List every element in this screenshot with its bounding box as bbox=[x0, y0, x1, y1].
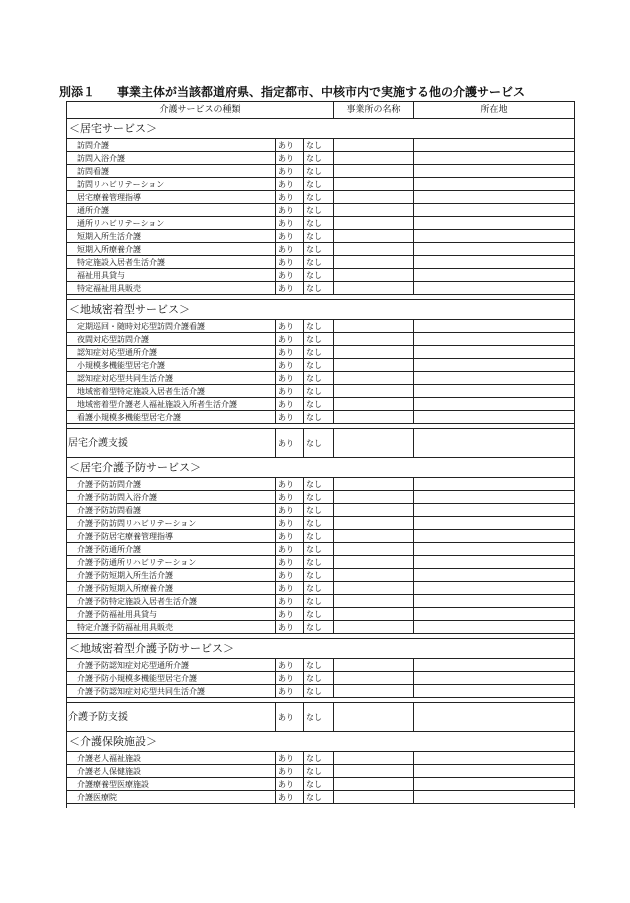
service-row bbox=[67, 320, 575, 333]
service-name: 介護老人福祉施設 bbox=[67, 752, 276, 765]
option-ari: あり bbox=[276, 765, 304, 778]
service-row bbox=[67, 204, 575, 217]
office-name-cell bbox=[334, 672, 414, 685]
option-ari: あり bbox=[276, 346, 304, 359]
section-heading-row bbox=[67, 300, 575, 320]
option-ari: あり bbox=[276, 217, 304, 230]
location-cell bbox=[414, 152, 575, 165]
office-name-cell bbox=[334, 204, 414, 217]
service-row bbox=[67, 243, 575, 256]
option-ari: あり bbox=[276, 672, 304, 685]
location-cell bbox=[414, 346, 575, 359]
service-row bbox=[67, 398, 575, 411]
office-name-cell bbox=[334, 504, 414, 517]
office-name-cell bbox=[334, 269, 414, 282]
service-name: 介護療養型医療施設 bbox=[67, 778, 276, 791]
page-title bbox=[59, 84, 579, 100]
option-nashi: なし bbox=[304, 320, 334, 333]
option-nashi: なし bbox=[304, 217, 334, 230]
option-ari: あり bbox=[276, 411, 304, 424]
option-ari: あり bbox=[276, 621, 304, 634]
service-name: 介護予防訪問看護 bbox=[67, 504, 276, 517]
service-row bbox=[67, 333, 575, 346]
service-row bbox=[67, 230, 575, 243]
service-row bbox=[67, 217, 575, 230]
service-row bbox=[67, 165, 575, 178]
service-row bbox=[67, 765, 575, 778]
option-ari: あり bbox=[276, 478, 304, 491]
service-row bbox=[67, 569, 575, 582]
option-ari: あり bbox=[276, 517, 304, 530]
option-ari: あり bbox=[276, 429, 304, 458]
service-row bbox=[67, 672, 575, 685]
service-name: 訪問入浴介護 bbox=[67, 152, 276, 165]
office-name-cell bbox=[334, 703, 414, 732]
section-heading-row bbox=[67, 119, 575, 139]
option-nashi: なし bbox=[304, 491, 334, 504]
option-ari: あり bbox=[276, 556, 304, 569]
service-row-standalone bbox=[67, 703, 575, 732]
office-name-cell bbox=[334, 178, 414, 191]
office-name-cell bbox=[334, 243, 414, 256]
office-name-cell bbox=[334, 569, 414, 582]
service-name: 居宅介護支援 bbox=[67, 429, 276, 458]
option-ari: あり bbox=[276, 230, 304, 243]
section-heading-row bbox=[67, 458, 575, 478]
service-name: 看護小規模多機能型居宅介護 bbox=[67, 411, 276, 424]
title-text: 事業主体が当該都道府県、指定都市、中核市内で実施する他の介護サービス bbox=[117, 85, 526, 99]
location-cell bbox=[414, 333, 575, 346]
location-cell bbox=[414, 230, 575, 243]
location-cell bbox=[414, 778, 575, 791]
service-row bbox=[67, 582, 575, 595]
section-heading: ＜地域密着型サービス＞ bbox=[67, 300, 575, 320]
option-ari: あり bbox=[276, 333, 304, 346]
location-cell bbox=[414, 765, 575, 778]
service-row bbox=[67, 778, 575, 791]
option-nashi: なし bbox=[304, 672, 334, 685]
office-name-cell bbox=[334, 659, 414, 672]
office-name-cell bbox=[334, 595, 414, 608]
location-cell bbox=[414, 752, 575, 765]
option-nashi: なし bbox=[304, 152, 334, 165]
service-row bbox=[67, 178, 575, 191]
option-ari: あり bbox=[276, 282, 304, 295]
option-nashi: なし bbox=[304, 230, 334, 243]
location-cell bbox=[414, 320, 575, 333]
office-name-cell bbox=[334, 230, 414, 243]
service-name: 介護予防認知症対応型共同生活介護 bbox=[67, 685, 276, 698]
service-name: 通所リハビリテーション bbox=[67, 217, 276, 230]
office-name-cell bbox=[334, 165, 414, 178]
option-ari: あり bbox=[276, 703, 304, 732]
service-name: 地域密着型介護老人福祉施設入所者生活介護 bbox=[67, 398, 276, 411]
service-name: 介護予防短期入所生活介護 bbox=[67, 569, 276, 582]
option-nashi: なし bbox=[304, 530, 334, 543]
option-ari: あり bbox=[276, 269, 304, 282]
service-row bbox=[67, 372, 575, 385]
option-ari: あり bbox=[276, 530, 304, 543]
office-name-cell bbox=[334, 429, 414, 458]
location-cell bbox=[414, 595, 575, 608]
option-ari: あり bbox=[276, 372, 304, 385]
option-nashi: なし bbox=[304, 543, 334, 556]
option-ari: あり bbox=[276, 791, 304, 804]
location-cell bbox=[414, 491, 575, 504]
office-name-cell bbox=[334, 139, 414, 152]
option-nashi: なし bbox=[304, 333, 334, 346]
service-row bbox=[67, 191, 575, 204]
option-nashi: なし bbox=[304, 191, 334, 204]
service-row bbox=[67, 385, 575, 398]
option-ari: あり bbox=[276, 243, 304, 256]
option-nashi: なし bbox=[304, 608, 334, 621]
location-cell bbox=[414, 569, 575, 582]
office-name-cell bbox=[334, 491, 414, 504]
option-nashi: なし bbox=[304, 359, 334, 372]
option-ari: あり bbox=[276, 204, 304, 217]
service-name: 特定介護予防福祉用具販売 bbox=[67, 621, 276, 634]
service-name: 介護予防通所介護 bbox=[67, 543, 276, 556]
location-cell bbox=[414, 791, 575, 804]
service-row bbox=[67, 752, 575, 765]
service-name: 福祉用具貸与 bbox=[67, 269, 276, 282]
service-name: 訪問看護 bbox=[67, 165, 276, 178]
location-cell bbox=[414, 385, 575, 398]
option-ari: あり bbox=[276, 685, 304, 698]
office-name-cell bbox=[334, 372, 414, 385]
location-cell bbox=[414, 372, 575, 385]
office-name-cell bbox=[334, 543, 414, 556]
service-row bbox=[67, 411, 575, 424]
service-row bbox=[67, 256, 575, 269]
option-ari: あり bbox=[276, 569, 304, 582]
service-row bbox=[67, 504, 575, 517]
office-name-cell bbox=[334, 398, 414, 411]
service-name: 介護老人保健施設 bbox=[67, 765, 276, 778]
services-table bbox=[66, 101, 575, 808]
service-name: 介護予防訪問入浴介護 bbox=[67, 491, 276, 504]
option-ari: あり bbox=[276, 595, 304, 608]
location-cell bbox=[414, 165, 575, 178]
section-heading: ＜地域密着型介護予防サービス＞ bbox=[67, 639, 575, 659]
location-cell bbox=[414, 621, 575, 634]
option-ari: あり bbox=[276, 178, 304, 191]
service-row bbox=[67, 282, 575, 295]
location-cell bbox=[414, 659, 575, 672]
location-cell bbox=[414, 530, 575, 543]
location-cell bbox=[414, 217, 575, 230]
service-name: 認知症対応型共同生活介護 bbox=[67, 372, 276, 385]
location-cell bbox=[414, 269, 575, 282]
option-ari: あり bbox=[276, 608, 304, 621]
option-ari: あり bbox=[276, 139, 304, 152]
option-nashi: なし bbox=[304, 752, 334, 765]
location-cell bbox=[414, 429, 575, 458]
service-name: 訪問介護 bbox=[67, 139, 276, 152]
service-name: 小規模多機能型居宅介護 bbox=[67, 359, 276, 372]
office-name-cell bbox=[334, 791, 414, 804]
location-cell bbox=[414, 243, 575, 256]
service-row bbox=[67, 659, 575, 672]
table-header-row bbox=[67, 102, 575, 119]
option-ari: あり bbox=[276, 752, 304, 765]
option-nashi: なし bbox=[304, 256, 334, 269]
option-ari: あり bbox=[276, 491, 304, 504]
spacer-cell bbox=[67, 804, 575, 809]
location-cell bbox=[414, 178, 575, 191]
option-nashi: なし bbox=[304, 569, 334, 582]
header-office-name: 事業所の名称 bbox=[334, 102, 414, 119]
office-name-cell bbox=[334, 752, 414, 765]
option-ari: あり bbox=[276, 256, 304, 269]
option-ari: あり bbox=[276, 778, 304, 791]
location-cell bbox=[414, 504, 575, 517]
location-cell bbox=[414, 582, 575, 595]
location-cell bbox=[414, 191, 575, 204]
option-nashi: なし bbox=[304, 517, 334, 530]
office-name-cell bbox=[334, 152, 414, 165]
service-row bbox=[67, 556, 575, 569]
office-name-cell bbox=[334, 191, 414, 204]
option-ari: あり bbox=[276, 543, 304, 556]
option-nashi: なし bbox=[304, 346, 334, 359]
option-nashi: なし bbox=[304, 595, 334, 608]
option-nashi: なし bbox=[304, 139, 334, 152]
service-row bbox=[67, 517, 575, 530]
office-name-cell bbox=[334, 411, 414, 424]
service-name: 介護予防認知症対応型通所介護 bbox=[67, 659, 276, 672]
location-cell bbox=[414, 672, 575, 685]
option-nashi: なし bbox=[304, 582, 334, 595]
office-name-cell bbox=[334, 385, 414, 398]
option-ari: あり bbox=[276, 359, 304, 372]
option-ari: あり bbox=[276, 582, 304, 595]
office-name-cell bbox=[334, 320, 414, 333]
option-ari: あり bbox=[276, 152, 304, 165]
service-name: 特定施設入居者生活介護 bbox=[67, 256, 276, 269]
option-ari: あり bbox=[276, 385, 304, 398]
office-name-cell bbox=[334, 333, 414, 346]
option-nashi: なし bbox=[304, 372, 334, 385]
option-ari: あり bbox=[276, 504, 304, 517]
location-cell bbox=[414, 703, 575, 732]
option-nashi: なし bbox=[304, 165, 334, 178]
attachment-label: 別添１ bbox=[59, 85, 96, 99]
office-name-cell bbox=[334, 685, 414, 698]
location-cell bbox=[414, 478, 575, 491]
office-name-cell bbox=[334, 217, 414, 230]
service-name: 特定福祉用具販売 bbox=[67, 282, 276, 295]
option-nashi: なし bbox=[304, 398, 334, 411]
service-name: 短期入所生活介護 bbox=[67, 230, 276, 243]
service-name: 居宅療養管理指導 bbox=[67, 191, 276, 204]
service-name: 介護予防特定施設入居者生活介護 bbox=[67, 595, 276, 608]
location-cell bbox=[414, 556, 575, 569]
option-nashi: なし bbox=[304, 204, 334, 217]
service-name: 介護予防小規模多機能型居宅介護 bbox=[67, 672, 276, 685]
option-nashi: なし bbox=[304, 703, 334, 732]
option-ari: あり bbox=[276, 398, 304, 411]
office-name-cell bbox=[334, 282, 414, 295]
service-row bbox=[67, 478, 575, 491]
option-nashi: なし bbox=[304, 659, 334, 672]
location-cell bbox=[414, 517, 575, 530]
section-spacer bbox=[67, 804, 575, 809]
service-row bbox=[67, 621, 575, 634]
service-row bbox=[67, 152, 575, 165]
office-name-cell bbox=[334, 778, 414, 791]
service-row bbox=[67, 359, 575, 372]
option-nashi: なし bbox=[304, 621, 334, 634]
option-nashi: なし bbox=[304, 765, 334, 778]
service-name: 訪問リハビリテーション bbox=[67, 178, 276, 191]
service-row bbox=[67, 269, 575, 282]
service-name: 介護予防支援 bbox=[67, 703, 276, 732]
section-heading-row bbox=[67, 732, 575, 752]
office-name-cell bbox=[334, 359, 414, 372]
option-nashi: なし bbox=[304, 385, 334, 398]
section-heading: ＜居宅サービス＞ bbox=[67, 119, 575, 139]
location-cell bbox=[414, 411, 575, 424]
service-row bbox=[67, 491, 575, 504]
service-row-standalone bbox=[67, 429, 575, 458]
service-name: 介護予防通所リハビリテーション bbox=[67, 556, 276, 569]
location-cell bbox=[414, 139, 575, 152]
service-row bbox=[67, 608, 575, 621]
service-row bbox=[67, 543, 575, 556]
option-nashi: なし bbox=[304, 178, 334, 191]
option-nashi: なし bbox=[304, 685, 334, 698]
service-name: 通所介護 bbox=[67, 204, 276, 217]
header-location: 所在地 bbox=[414, 102, 575, 119]
location-cell bbox=[414, 256, 575, 269]
section-heading-row bbox=[67, 639, 575, 659]
option-nashi: なし bbox=[304, 791, 334, 804]
office-name-cell bbox=[334, 256, 414, 269]
option-nashi: なし bbox=[304, 778, 334, 791]
option-ari: あり bbox=[276, 191, 304, 204]
office-name-cell bbox=[334, 608, 414, 621]
office-name-cell bbox=[334, 517, 414, 530]
service-name: 夜間対応型訪問介護 bbox=[67, 333, 276, 346]
service-name: 地域密着型特定施設入居者生活介護 bbox=[67, 385, 276, 398]
office-name-cell bbox=[334, 478, 414, 491]
location-cell bbox=[414, 204, 575, 217]
office-name-cell bbox=[334, 346, 414, 359]
service-name: 介護予防福祉用具貸与 bbox=[67, 608, 276, 621]
option-nashi: なし bbox=[304, 504, 334, 517]
table-body bbox=[67, 119, 575, 809]
office-name-cell bbox=[334, 621, 414, 634]
location-cell bbox=[414, 359, 575, 372]
service-name: 定期巡回・随時対応型訪問介護看護 bbox=[67, 320, 276, 333]
service-row bbox=[67, 346, 575, 359]
section-heading: ＜居宅介護予防サービス＞ bbox=[67, 458, 575, 478]
service-name: 介護予防短期入所療養介護 bbox=[67, 582, 276, 595]
office-name-cell bbox=[334, 530, 414, 543]
option-nashi: なし bbox=[304, 269, 334, 282]
service-name: 短期入所療養介護 bbox=[67, 243, 276, 256]
service-name: 認知症対応型通所介護 bbox=[67, 346, 276, 359]
office-name-cell bbox=[334, 765, 414, 778]
header-service-type: 介護サービスの種類 bbox=[67, 102, 334, 119]
option-nashi: なし bbox=[304, 556, 334, 569]
service-name: 介護予防訪問リハビリテーション bbox=[67, 517, 276, 530]
location-cell bbox=[414, 543, 575, 556]
option-ari: あり bbox=[276, 320, 304, 333]
location-cell bbox=[414, 608, 575, 621]
service-row bbox=[67, 139, 575, 152]
office-name-cell bbox=[334, 556, 414, 569]
office-name-cell bbox=[334, 582, 414, 595]
option-ari: あり bbox=[276, 659, 304, 672]
service-row bbox=[67, 791, 575, 804]
service-name: 介護医療院 bbox=[67, 791, 276, 804]
location-cell bbox=[414, 398, 575, 411]
option-nashi: なし bbox=[304, 478, 334, 491]
option-nashi: なし bbox=[304, 429, 334, 458]
location-cell bbox=[414, 685, 575, 698]
section-heading: ＜介護保険施設＞ bbox=[67, 732, 575, 752]
option-nashi: なし bbox=[304, 282, 334, 295]
location-cell bbox=[414, 282, 575, 295]
option-nashi: なし bbox=[304, 243, 334, 256]
service-row bbox=[67, 685, 575, 698]
service-row bbox=[67, 595, 575, 608]
service-name: 介護予防居宅療養管理指導 bbox=[67, 530, 276, 543]
service-row bbox=[67, 530, 575, 543]
option-nashi: なし bbox=[304, 411, 334, 424]
service-name: 介護予防訪問介護 bbox=[67, 478, 276, 491]
option-ari: あり bbox=[276, 165, 304, 178]
